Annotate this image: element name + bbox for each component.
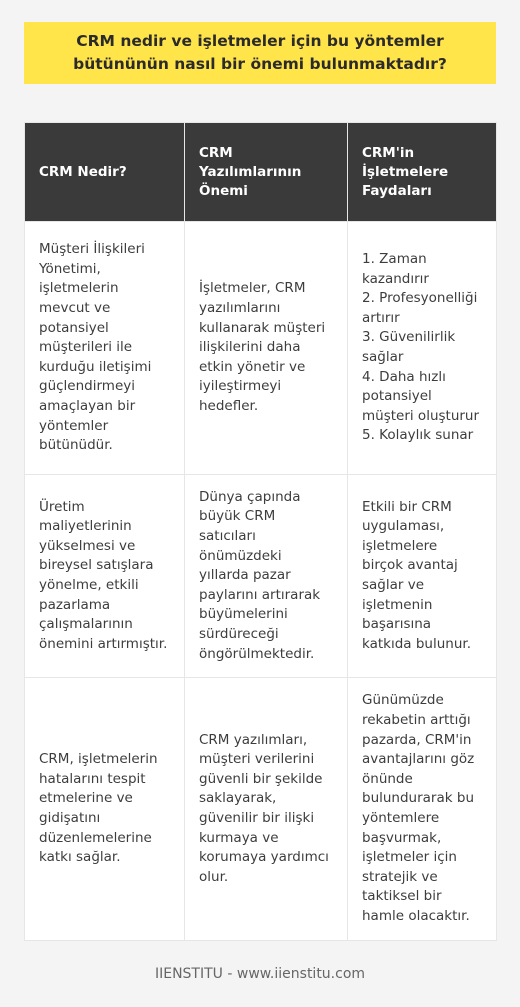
cell-text: Etkili bir CRM uygulaması, işletmelere birçok avantaj sağlar ve işletmenin başarısına katkıda bulunur. <box>362 498 471 652</box>
table-cell <box>185 475 348 678</box>
cell-text: Günümüzde rekabetin arttığı pazarda, CRM'in avantajlarını göz önünde bulundurarak bu yöntemlere başvurmak, işletmeler için stratejik ve taktiksel bir hamle olacaktır. <box>362 692 475 924</box>
cell-text: İşletmeler, CRM yazılımlarını kullanarak müşteri ilişkilerini daha etkin yönetir ve iyileştirmeyi hedefler. <box>199 280 326 414</box>
table-cell <box>185 222 348 475</box>
table-row <box>25 222 497 475</box>
table-cell <box>25 475 185 678</box>
page-title: CRM nedir ve işletmeler için bu yöntemler bütününün nasıl bir önemi bulunmaktadır? <box>73 32 447 73</box>
header-cell: CRM'in İşletmelere Faydaları <box>348 123 497 222</box>
table-cell <box>348 475 497 678</box>
header-cell: CRM Yazılımlarının Önemi <box>185 123 348 222</box>
cell-text: CRM yazılımları, müşteri verilerini güvenli bir şekilde saklayarak, güvenilir bir ilişki kurmaya ve korumaya yardımcı olur. <box>199 731 329 885</box>
table-row <box>25 475 497 678</box>
footer-credit: IIENSTITU - www.iienstitu.com <box>154 966 366 982</box>
title-banner <box>24 22 496 84</box>
table-cell <box>348 222 497 475</box>
table-cell <box>25 678 185 941</box>
table-cell <box>348 678 497 941</box>
header-cell: CRM Nedir? <box>25 123 185 222</box>
table-cell <box>25 222 185 475</box>
info-table <box>24 122 497 941</box>
benefits-list: 1. Zaman kazandırır 2. Profesyonelliği artırır 3. Güvenilirlik sağlar 4. Daha hızlı potansiyel müşteri oluşturur 5. Kolaylık sunar <box>362 251 480 444</box>
table-cell <box>185 678 348 941</box>
cell-text: CRM, işletmelerin hatalarını tespit etmelerine ve gidişatını düzenlemelerine katkı sağlar. <box>39 751 158 866</box>
table-header-row <box>25 123 497 222</box>
cell-text: Üretim maliyetlerinin yükselmesi ve bireysel satışlara yönelme, etkili pazarlama çalışmalarının önemini artırmıştır. <box>39 498 168 652</box>
table-row <box>25 678 497 941</box>
cell-text: Dünya çapında büyük CRM satıcıları önümüzdeki yıllarda pazar paylarını artırarak büyümelerini sürdüreceği öngörülmektedir. <box>199 488 321 662</box>
cell-text: Müşteri İlişkileri Yönetimi, işletmelerin mevcut ve potansiyel müşterileri ile kurduğu iletişimi güçlendirmeyi amaçlayan bir yöntemler bütünüdür. <box>39 241 152 454</box>
